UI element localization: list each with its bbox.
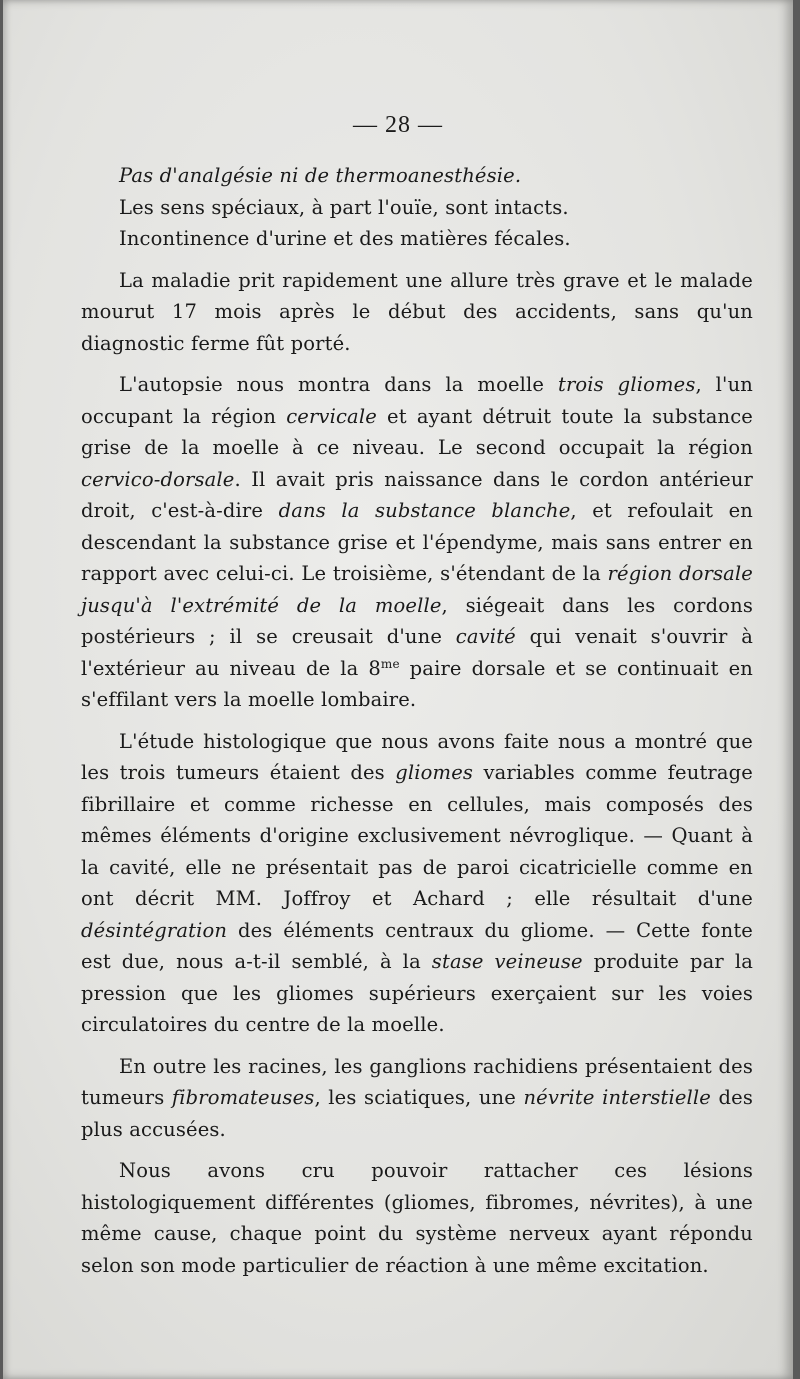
italic-phrase: dans la substance blanche [278,499,571,522]
book-page [3,0,793,1379]
text-run: Nous avons cru pouvoir rattacher ces lésions histologiquement différentes (gliomes, fibromes, névrites), à une même cause, chaque point du système nerveux ayant répondu selon son mode particulier de réaction à une même excitation. [81,1159,753,1277]
text-run: qui venait s'ouvrir à l'extérieur au niveau de la 8 [81,625,753,680]
text-run: L'étude histologique que nous avons faite nous a montré que les trois tumeurs étaient des [81,729,753,784]
italic-phrase: gliomes [395,761,474,784]
paragraph-5 [81,369,753,716]
text-run: . Il avait pris naissance dans le cordon antérieur droit, c'est-à-dire [81,467,753,522]
text-run: L'autopsie nous montra dans la moelle [119,373,558,396]
text-run: des éléments centraux du gliome. — Cette fonte est due, nous a-t-il semblé, à la [81,918,753,973]
paragraph-1 [81,160,753,192]
text-run: Les sens spéciaux, à part l'ouïe, sont intacts. [119,195,569,219]
paragraph-4 [81,265,753,360]
text-run: et ayant détruit toute la substance grise de la moelle à ce niveau. Le second occupait la région [81,404,753,459]
paragraph-7 [81,1051,753,1146]
italic-phrase: région dorsale jusqu'à l'extrémité de la moelle [81,562,753,617]
text-run: Incontinence d'urine et des matières fécales. [119,227,571,250]
text-run: En outre les racines, les ganglions rachidiens présentaient des tumeurs [81,1054,753,1109]
superscript: me [380,656,400,671]
text-run: des plus accusées. [81,1086,754,1141]
italic-phrase: fibromateuses [171,1086,315,1109]
italic-phrase: cavité [455,625,516,648]
italic-phrase: cervico-dorsale [81,467,235,491]
italic-phrase: cervicale [286,404,377,428]
italic-phrase: Pas d'analgésie ni de thermoanesthésie. [119,164,522,187]
text-run: , et refoulait en descendant la substance grise et l'épendyme, mais sans entrer en rapport avec celui-ci. Le troisième, s'étendant de la [81,499,753,585]
paragraph-8 [81,1155,753,1281]
text-run: La maladie prit rapidement une allure très grave et le malade mourut 17 mois après le début des accidents, sans qu'un diagnostic ferme fût porté. [81,268,753,355]
italic-phrase: névrite interstielle [523,1086,712,1109]
text-run: paire dorsale et se continuait en s'effilant vers la moelle lombaire. [81,656,753,711]
text-run: , les sciatiques, une [314,1086,524,1109]
text-run: , siégeait dans les cordons postérieurs ; il se creusait d'une [81,593,753,648]
text-run: produite par la pression que les gliomes supérieurs exerçaient sur les voies circulatoires du centre de la moelle. [81,950,753,1036]
paragraph-3 [81,223,753,255]
paragraph-2 [81,192,753,224]
text-run: variables comme feutrage fibrillaire et comme richesse en cellules, mais composés des mêmes éléments d'origine exclusivement névroglique. — Quant à la cavité, elle ne présentait pas de paroi cicatricielle comme en ont décrit MM. Joffroy et Achard ; elle résultait d'une [81,761,753,910]
text-run: , l'un occupant la région [81,373,753,428]
italic-phrase: désintégration [81,918,228,942]
body-text [81,160,753,1281]
italic-phrase: trois gliomes [557,373,696,396]
paragraph-6 [81,726,753,1041]
page-number: — 28 — [353,112,443,138]
italic-phrase: stase veineuse [431,950,583,973]
